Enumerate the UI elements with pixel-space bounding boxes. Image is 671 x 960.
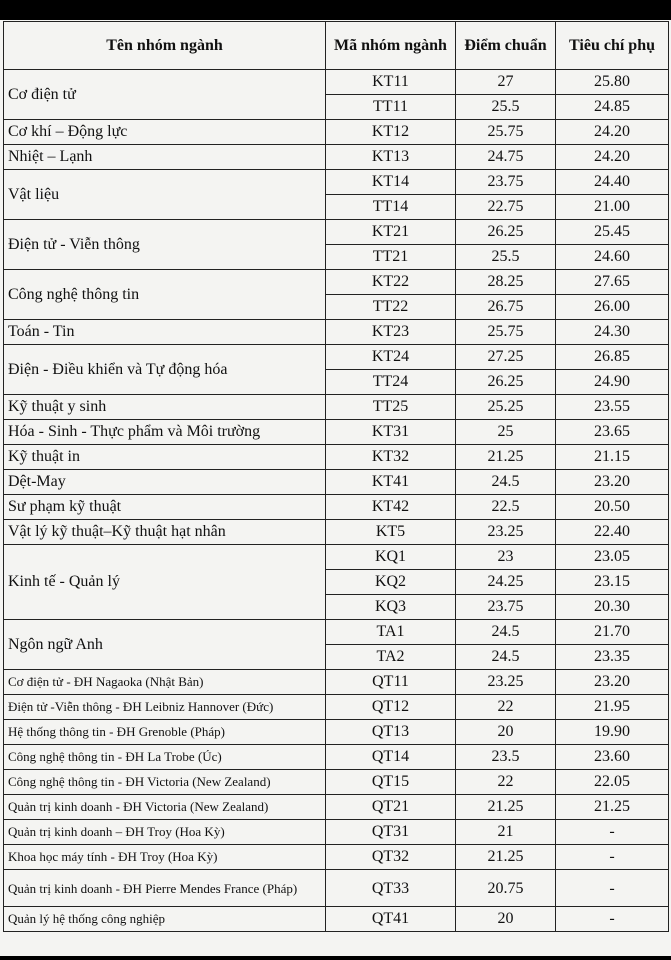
major-code: QT31 (326, 820, 456, 845)
sub-criteria: 23.55 (556, 395, 669, 420)
major-code: KT11 (326, 70, 456, 95)
major-code: KQ3 (326, 595, 456, 620)
cutoff-score: 25.5 (456, 95, 556, 120)
table-row (4, 845, 669, 870)
table-row (4, 445, 669, 470)
cutoff-score: 21 (456, 820, 556, 845)
sub-criteria: 24.30 (556, 320, 669, 345)
major-group-name: Điện tử - Viễn thông (4, 220, 326, 270)
cutoff-score: 25.5 (456, 245, 556, 270)
major-code: TT24 (326, 370, 456, 395)
cutoff-score: 26.25 (456, 370, 556, 395)
table-row (4, 745, 669, 770)
sub-criteria: 21.95 (556, 695, 669, 720)
major-code: TT21 (326, 245, 456, 270)
table-row (4, 770, 669, 795)
cutoff-score: 25 (456, 420, 556, 445)
cutoff-score: 27.25 (456, 345, 556, 370)
sub-criteria: 25.80 (556, 70, 669, 95)
sub-criteria: - (556, 907, 669, 932)
major-group-name: Toán - Tin (4, 320, 326, 345)
major-code: QT32 (326, 845, 456, 870)
table-row (4, 545, 669, 570)
major-group-name: Cơ khí – Động lực (4, 120, 326, 145)
major-code: KT32 (326, 445, 456, 470)
sub-criteria: 21.70 (556, 620, 669, 645)
table-row (4, 145, 669, 170)
major-group-name: Ngôn ngữ Anh (4, 620, 326, 670)
header-row (4, 22, 669, 70)
sub-criteria: 26.85 (556, 345, 669, 370)
major-code: QT11 (326, 670, 456, 695)
sub-criteria: 20.30 (556, 595, 669, 620)
major-group-name: Điện - Điều khiển và Tự động hóa (4, 345, 326, 395)
sub-criteria: 23.60 (556, 745, 669, 770)
sub-criteria: 21.00 (556, 195, 669, 220)
major-group-name: Hệ thống thông tin - ĐH Grenoble (Pháp) (4, 720, 326, 745)
major-code: KT42 (326, 495, 456, 520)
sub-criteria: 20.50 (556, 495, 669, 520)
table-row (4, 670, 669, 695)
cutoff-score: 25.25 (456, 395, 556, 420)
table-row (4, 870, 669, 907)
sub-criteria: - (556, 820, 669, 845)
sub-criteria: 19.90 (556, 720, 669, 745)
major-code: TA2 (326, 645, 456, 670)
cutoff-score: 23.25 (456, 670, 556, 695)
major-group-name: Cơ điện tử - ĐH Nagaoka (Nhật Bản) (4, 670, 326, 695)
sub-criteria: 23.20 (556, 670, 669, 695)
major-code: KQ2 (326, 570, 456, 595)
cutoff-score: 24.25 (456, 570, 556, 595)
table-row (4, 395, 669, 420)
major-code: KT22 (326, 270, 456, 295)
major-code: TT25 (326, 395, 456, 420)
cutoff-score: 20 (456, 720, 556, 745)
major-group-name: Kỹ thuật y sinh (4, 395, 326, 420)
major-group-name: Công nghệ thông tin - ĐH Victoria (New Zealand) (4, 770, 326, 795)
table-row (4, 320, 669, 345)
cutoff-score: 26.75 (456, 295, 556, 320)
sub-criteria: 26.00 (556, 295, 669, 320)
table-row (4, 520, 669, 545)
major-code: KT21 (326, 220, 456, 245)
cutoff-score: 24.75 (456, 145, 556, 170)
major-code: KT13 (326, 145, 456, 170)
major-code: KQ1 (326, 545, 456, 570)
sub-criteria: 24.85 (556, 95, 669, 120)
major-code: TT14 (326, 195, 456, 220)
sub-criteria: 24.90 (556, 370, 669, 395)
header-sub-criteria: Tiêu chí phụ (556, 22, 669, 70)
sub-criteria: 21.15 (556, 445, 669, 470)
major-group-name: Công nghệ thông tin - ĐH La Trobe (Úc) (4, 745, 326, 770)
major-code: KT31 (326, 420, 456, 445)
table-row (4, 120, 669, 145)
table-row (4, 795, 669, 820)
cutoff-score: 24.5 (456, 620, 556, 645)
major-code: KT5 (326, 520, 456, 545)
table-row (4, 470, 669, 495)
major-code: QT33 (326, 870, 456, 907)
major-group-name: Khoa học máy tính - ĐH Troy (Hoa Kỳ) (4, 845, 326, 870)
cutoff-score: 23.25 (456, 520, 556, 545)
cutoff-score: 20.75 (456, 870, 556, 907)
table-row (4, 720, 669, 745)
major-code: QT41 (326, 907, 456, 932)
cutoff-score: 22.5 (456, 495, 556, 520)
cutoff-score: 28.25 (456, 270, 556, 295)
table-row (4, 420, 669, 445)
major-code: KT14 (326, 170, 456, 195)
table-row (4, 345, 669, 370)
table-row (4, 907, 669, 932)
cutoff-score: 27 (456, 70, 556, 95)
major-code: KT23 (326, 320, 456, 345)
table-row (4, 220, 669, 245)
sub-criteria: 27.65 (556, 270, 669, 295)
sub-criteria: 23.65 (556, 420, 669, 445)
cutoff-score: 23.5 (456, 745, 556, 770)
table-row (4, 695, 669, 720)
major-code: QT13 (326, 720, 456, 745)
major-code: TA1 (326, 620, 456, 645)
cutoff-score: 25.75 (456, 120, 556, 145)
major-group-name: Quản trị kinh doanh - ĐH Pierre Mendes France (Pháp) (4, 870, 326, 907)
sub-criteria: 22.40 (556, 520, 669, 545)
major-group-name: Quản trị kinh doanh – ĐH Troy (Hoa Kỳ) (4, 820, 326, 845)
major-group-name: Kinh tế - Quản lý (4, 545, 326, 620)
header-code: Mã nhóm ngành (326, 22, 456, 70)
admission-score-table (3, 21, 669, 932)
major-group-name: Cơ điện tử (4, 70, 326, 120)
cutoff-score: 25.75 (456, 320, 556, 345)
document-page (0, 20, 671, 956)
table-row (4, 270, 669, 295)
sub-criteria: 21.25 (556, 795, 669, 820)
sub-criteria: - (556, 845, 669, 870)
major-code: QT14 (326, 745, 456, 770)
major-code: QT15 (326, 770, 456, 795)
major-group-name: Điện tử -Viễn thông - ĐH Leibniz Hannover (Đức) (4, 695, 326, 720)
sub-criteria: 23.35 (556, 645, 669, 670)
sub-criteria: 23.15 (556, 570, 669, 595)
table-row (4, 820, 669, 845)
major-code: QT12 (326, 695, 456, 720)
table-row (4, 495, 669, 520)
cutoff-score: 24.5 (456, 470, 556, 495)
sub-criteria: 23.20 (556, 470, 669, 495)
major-group-name: Công nghệ thông tin (4, 270, 326, 320)
major-group-name: Kỹ thuật in (4, 445, 326, 470)
table-row (4, 70, 669, 95)
sub-criteria: 24.60 (556, 245, 669, 270)
sub-criteria: 24.20 (556, 145, 669, 170)
major-code: KT41 (326, 470, 456, 495)
major-group-name: Vật liệu (4, 170, 326, 220)
major-group-name: Hóa - Sinh - Thực phẩm và Môi trường (4, 420, 326, 445)
major-code: KT24 (326, 345, 456, 370)
cutoff-score: 23.75 (456, 170, 556, 195)
major-group-name: Dệt-May (4, 470, 326, 495)
cutoff-score: 22 (456, 695, 556, 720)
cutoff-score: 26.25 (456, 220, 556, 245)
cutoff-score: 21.25 (456, 445, 556, 470)
cutoff-score: 24.5 (456, 645, 556, 670)
table-row (4, 620, 669, 645)
header-score: Điểm chuẩn (456, 22, 556, 70)
header-name: Tên nhóm ngành (4, 22, 326, 70)
major-code: KT12 (326, 120, 456, 145)
cutoff-score: 20 (456, 907, 556, 932)
major-code: TT22 (326, 295, 456, 320)
cutoff-score: 21.25 (456, 795, 556, 820)
table-row (4, 170, 669, 195)
sub-criteria: 24.40 (556, 170, 669, 195)
major-code: TT11 (326, 95, 456, 120)
major-group-name: Nhiệt – Lạnh (4, 145, 326, 170)
sub-criteria: 24.20 (556, 120, 669, 145)
sub-criteria: 23.05 (556, 545, 669, 570)
major-group-name: Quản trị kinh doanh - ĐH Victoria (New Zealand) (4, 795, 326, 820)
major-code: QT21 (326, 795, 456, 820)
cutoff-score: 22.75 (456, 195, 556, 220)
cutoff-score: 21.25 (456, 845, 556, 870)
sub-criteria: - (556, 870, 669, 907)
cutoff-score: 22 (456, 770, 556, 795)
major-group-name: Sư phạm kỹ thuật (4, 495, 326, 520)
major-group-name: Quản lý hệ thống công nghiệp (4, 907, 326, 932)
sub-criteria: 22.05 (556, 770, 669, 795)
cutoff-score: 23.75 (456, 595, 556, 620)
sub-criteria: 25.45 (556, 220, 669, 245)
cutoff-score: 23 (456, 545, 556, 570)
major-group-name: Vật lý kỹ thuật–Kỹ thuật hạt nhân (4, 520, 326, 545)
